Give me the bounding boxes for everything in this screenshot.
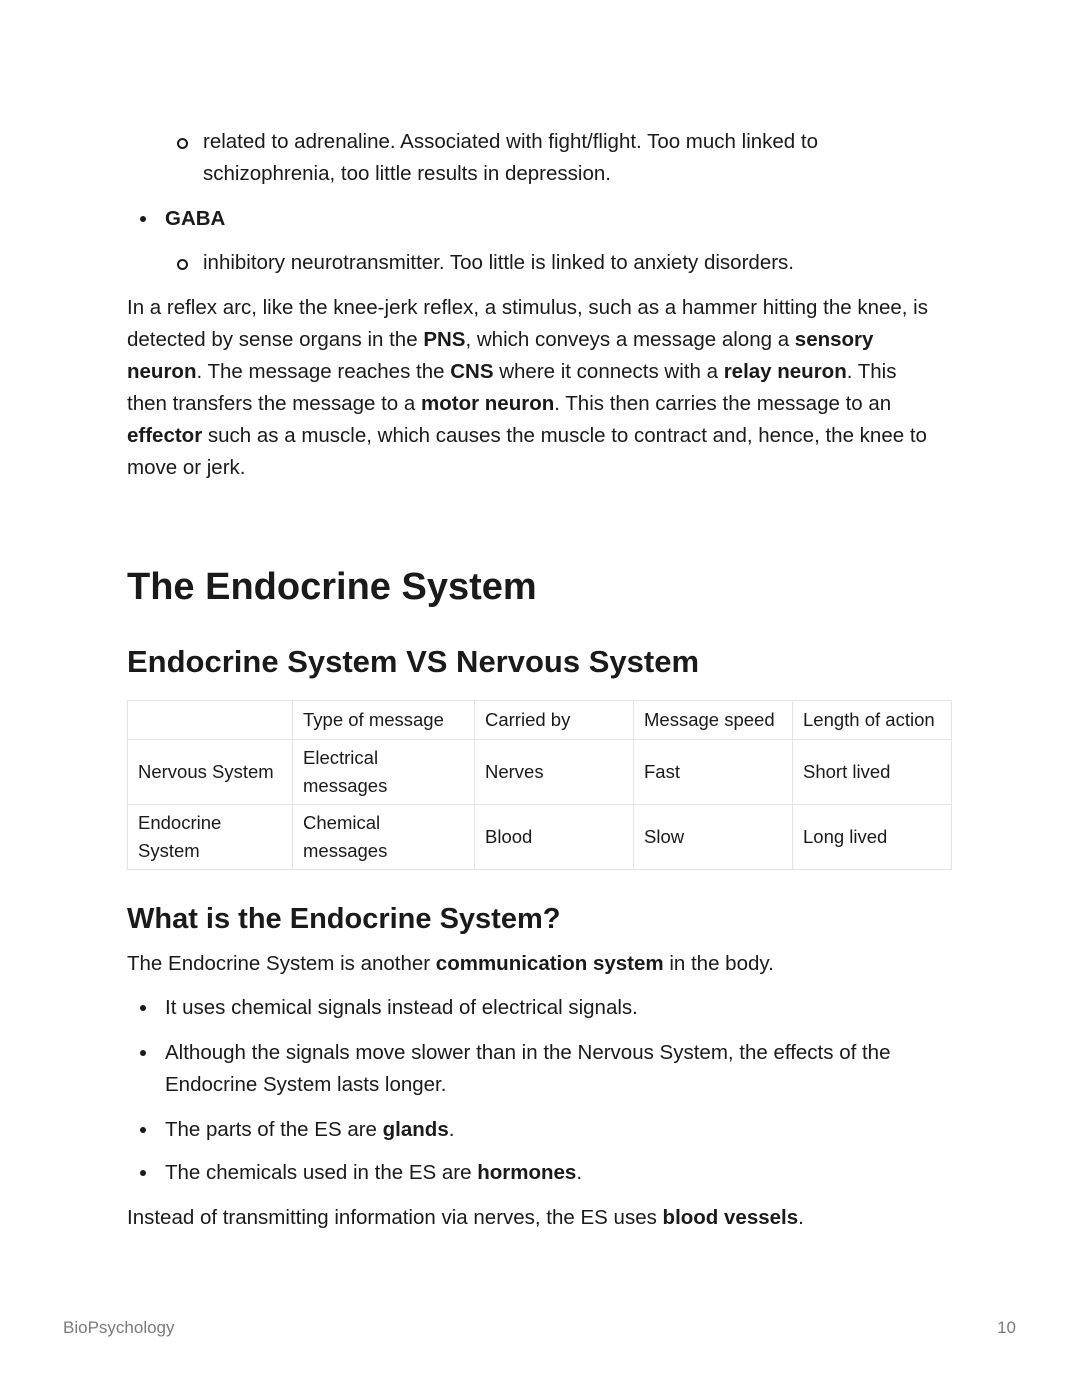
heading-es-vs-ns: Endocrine System VS Nervous System [127, 644, 700, 679]
table-header-row [128, 701, 952, 740]
table-cell: Electrical messages [293, 740, 475, 805]
footer-title: BioPsychology [63, 1318, 175, 1337]
table-header-cell: Message speed [634, 701, 793, 740]
table-header-cell: Type of message [293, 701, 475, 740]
table-header-cell [128, 701, 293, 740]
page-number: 10 [997, 1318, 1016, 1337]
sub-bullet-adrenaline: related to adrenaline. Associated with fight/flight. Too much linked to schizophrenia, too little results in depression. [203, 126, 923, 190]
table-cell: Endocrine System [128, 805, 293, 870]
table-cell: Nerves [475, 740, 634, 805]
reflex-arc-paragraph: In a reflex arc, like the knee-jerk reflex, a stimulus, such as a hammer hitting the knee, is detected by sense organs in the PNS, which conveys a message along a sensory neuron. The message reaches the CNS where it connects with a relay neuron. This then transfers the message to a motor neuron. This then carries the message to an effector such as a muscle, which causes the muscle to contract and, hence, the knee to move or jerk. [127, 296, 928, 479]
table-row [128, 740, 952, 805]
table-row [128, 805, 952, 870]
table-cell: Slow [634, 805, 793, 870]
es-bullet-chemical-signals: It uses chemical signals instead of electrical signals. [165, 992, 945, 1024]
sub-bullet-gaba: inhibitory neurotransmitter. Too little is linked to anxiety disorders. [203, 247, 923, 279]
es-bullet-hormones: The chemicals used in the ES are hormones. [165, 1157, 945, 1189]
table-cell: Chemical messages [293, 805, 475, 870]
es-bullet-slower-signals: Although the signals move slower than in the Nervous System, the effects of the Endocrine System lasts longer. [165, 1037, 945, 1101]
heading-endocrine-system: The Endocrine System [127, 566, 537, 608]
table-header-cell: Length of action [793, 701, 952, 740]
table-cell: Blood [475, 805, 634, 870]
es-closing-paragraph: Instead of transmitting information via nerves, the ES uses blood vessels. [127, 1206, 804, 1229]
table-cell: Nervous System [128, 740, 293, 805]
table-cell: Short lived [793, 740, 952, 805]
comparison-table [127, 700, 952, 870]
es-intro-paragraph: The Endocrine System is another communication system in the body. [127, 952, 774, 975]
table-header-cell: Carried by [475, 701, 634, 740]
bullet-gaba: GABA [165, 203, 945, 235]
table-cell: Fast [634, 740, 793, 805]
table-cell: Long lived [793, 805, 952, 870]
es-bullet-glands: The parts of the ES are glands. [165, 1114, 945, 1146]
heading-what-is-es: What is the Endocrine System? [127, 903, 561, 935]
